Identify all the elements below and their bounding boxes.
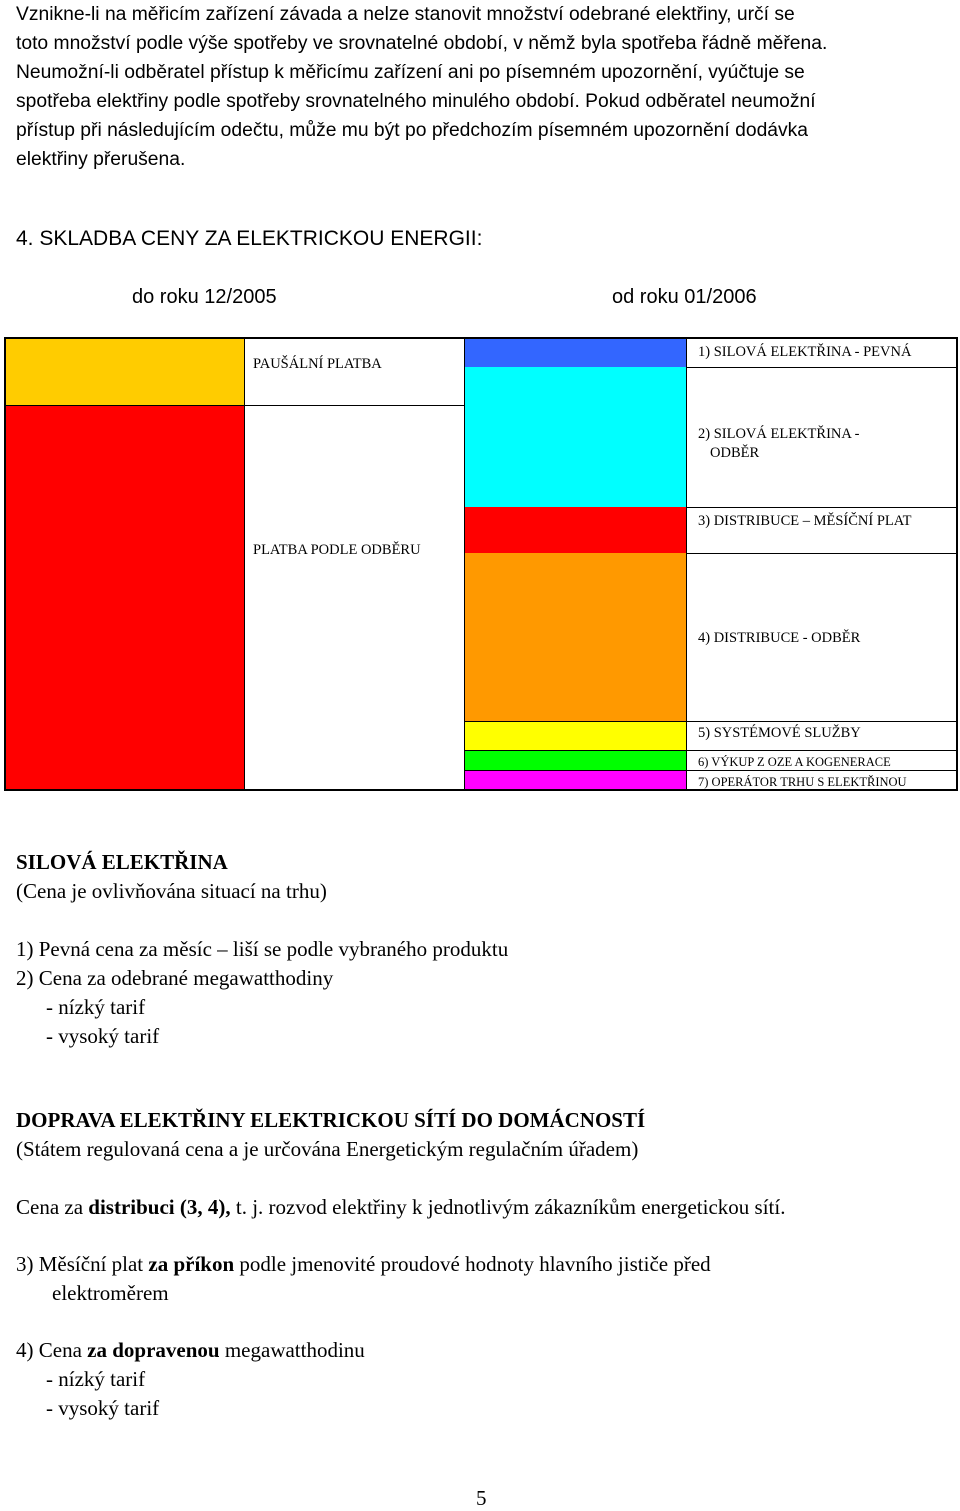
page-number: 5	[476, 1486, 487, 1510]
item-label: 3) DISTRIBUCE – MĚSÍČNÍ PLAT	[698, 513, 912, 529]
item-label: 2) SILOVÁ ELEKTŘINA -	[698, 426, 860, 442]
item-3-line	[16, 1250, 785, 1279]
intro-line: Neumožní-li odběratel přístup k měřicímu zařízení ani po písemném upozornění, vyúčtuje se	[16, 62, 805, 83]
divider	[686, 507, 956, 508]
distribution-bold: distribuci (3, 4),	[88, 1195, 231, 1219]
distribution-prefix: Cena za	[16, 1195, 89, 1219]
system-services-block	[464, 721, 686, 750]
power-title: SILOVÁ ELEKTŘINA	[16, 850, 228, 874]
distribution-monthly-block	[464, 507, 686, 553]
transport-subtitle: (Státem regulovaná cena a je určována Energetickým regulačním úřadem)	[16, 1137, 639, 1161]
flat-fee-block	[6, 339, 244, 405]
item-4-line	[16, 1336, 785, 1365]
period-after-label: od roku 01/2006	[612, 286, 757, 308]
transport-title: DOPRAVA ELEKTŘINY ELEKTRICKOU SÍTÍ DO DOMÁCNOSTÍ	[16, 1108, 646, 1132]
intro-line: elektřiny přerušena.	[16, 149, 186, 170]
consumption-fee-label: PLATBA PODLE ODBĚRU	[253, 542, 421, 558]
period-before-label: do roku 12/2005	[132, 286, 277, 308]
divider	[6, 405, 464, 406]
power-low-tariff: - nízký tarif	[46, 995, 146, 1019]
power-item-2: 2) Cena za odebrané megawatthodiny	[16, 966, 334, 990]
intro-line: toto množství podle výše spotřeby ve srovnatelné období, v němž byla spotřeba řádně měřena.	[16, 33, 828, 54]
intro-line: spotřeba elektřiny podle spotřeby srovnatelného minulého období. Pokud odběratel neumožní	[16, 91, 816, 112]
item-label: 4) DISTRIBUCE - ODBĚR	[698, 630, 861, 646]
divider	[686, 367, 956, 368]
divider	[464, 721, 956, 722]
power-high-tariff: - vysoký tarif	[46, 1024, 160, 1048]
divider	[464, 770, 956, 771]
power-consumption-block	[464, 367, 686, 507]
item-label: 1) SILOVÁ ELEKTŘINA - PEVNÁ	[698, 344, 912, 360]
transport-high-tariff: - vysoký tarif	[46, 1396, 160, 1420]
section-heading: 4. SKLADBA CENY ZA ELEKTRICKOU ENERGII:	[16, 227, 483, 250]
power-subtitle: (Cena je ovlivňována situací na trhu)	[16, 879, 327, 903]
intro-paragraph	[16, 0, 956, 174]
fixed-power-block	[464, 339, 686, 367]
flat-fee-label: PAUŠÁLNÍ PLATBA	[253, 356, 382, 372]
item-label: 7) OPERÁTOR TRHU S ELEKTŘINOU	[698, 775, 907, 789]
item-label: ODBĚR	[710, 445, 760, 461]
divider	[464, 750, 956, 751]
divider	[686, 553, 956, 554]
power-section	[16, 848, 508, 1051]
distribution-consumption-block	[464, 553, 686, 721]
intro-line: přístup při následujícím odečtu, může mu být po předchozím písemném upozornění dodávka	[16, 120, 809, 141]
market-operator-block	[464, 770, 686, 789]
intro-line: Vznikne-li na měřicím zařízení závada a nelze stanovit množství odebrané elektřiny, určí se	[16, 4, 795, 25]
price-structure-diagram	[4, 337, 958, 791]
item-4-suffix: megawatthodinu	[219, 1338, 365, 1362]
item-label: 5) SYSTÉMOVÉ SLUŽBY	[698, 725, 861, 741]
item-3-suffix: podle jmenovité proudové hodnoty hlavního jističe před	[234, 1252, 711, 1276]
item-3-prefix: 3) Měsíční plat	[16, 1252, 149, 1276]
distribution-line	[16, 1193, 785, 1222]
distribution-suffix: t. j. rozvod elektřiny k jednotlivým zákazníkům energetickou sítí.	[230, 1195, 786, 1219]
item-4-bold: za dopravenou	[87, 1338, 220, 1362]
transport-low-tariff: - nízký tarif	[46, 1367, 146, 1391]
power-item-1: 1) Pevná cena za měsíc – liší se podle vybraného produktu	[16, 937, 509, 961]
item-3-bold: za příkon	[148, 1252, 235, 1276]
item-label: 6) VÝKUP Z OZE A KOGENERACE	[698, 755, 891, 769]
item-3-continuation: elektroměrem	[52, 1281, 169, 1305]
transport-section	[16, 1106, 785, 1423]
renewables-block	[464, 750, 686, 770]
consumption-fee-block	[6, 405, 244, 789]
divider	[244, 339, 245, 789]
item-4-prefix: 4) Cena	[16, 1338, 88, 1362]
